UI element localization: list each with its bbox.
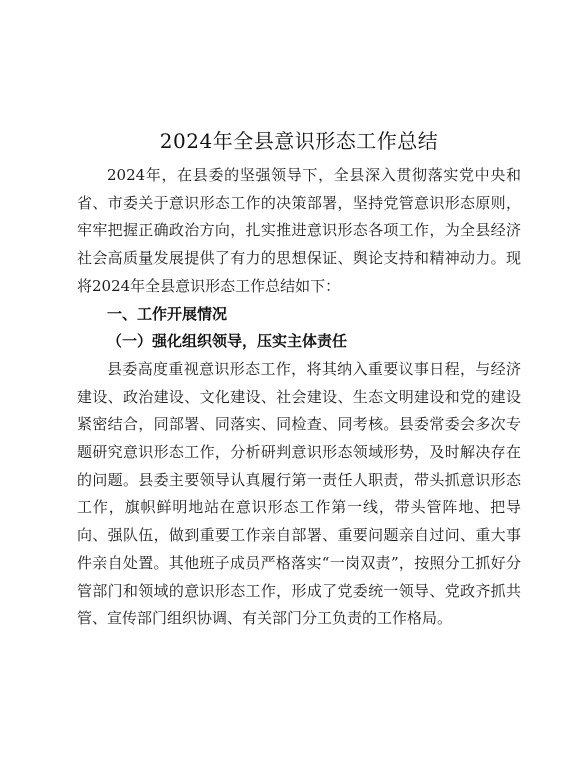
document-title: 2024年全县意识形态工作总结 xyxy=(159,129,439,153)
document-body xyxy=(77,124,521,633)
subsection-heading: （一）强化组织领导，压实主体责任 xyxy=(107,332,348,351)
subsection-paragraph: 县委高度重视意识形态工作，将其纳入重要议事日程，与经济建设、政治建设、文化建设、社会建设、生态文明建设和党的建设紧密结合，同部署、同落实、同检查、同考核。县委常委会多次专题研究意识形态工作，分析研判意识形态领域形势，及时解决存在的问题。县委主要领导认真履行第一责任人职责，带头抓意识形态工作，旗帜鲜明地站在意识形态工作第一线，带头管阵地、把导向、强队伍，做到重要工作亲自部署、重要问题亲自过问、重大事件亲自处置。其他班子成员严格落实“一岗双责”，按照分工抓好分管部门和领域的意识形态工作，形成了党委统一领导、党政齐抓共管、宣传部门组织协调、有关部门分工负责的工作格局。 xyxy=(77,359,521,628)
intro-paragraph: 2024年，在县委的坚强领导下，全县深入贯彻落实党中央和省、市委关于意识形态工作的决策部署，坚持党管意识形态原则，牢牢把握正确政治方向，扎实推进意识形态各项工作，为全县经济社会高质量发展提供了有力的思想保证、舆论支持和精神动力。现将2024年全县意识形态工作总结如下： xyxy=(77,166,521,295)
section-heading: 一、工作开展情况 xyxy=(107,304,228,323)
